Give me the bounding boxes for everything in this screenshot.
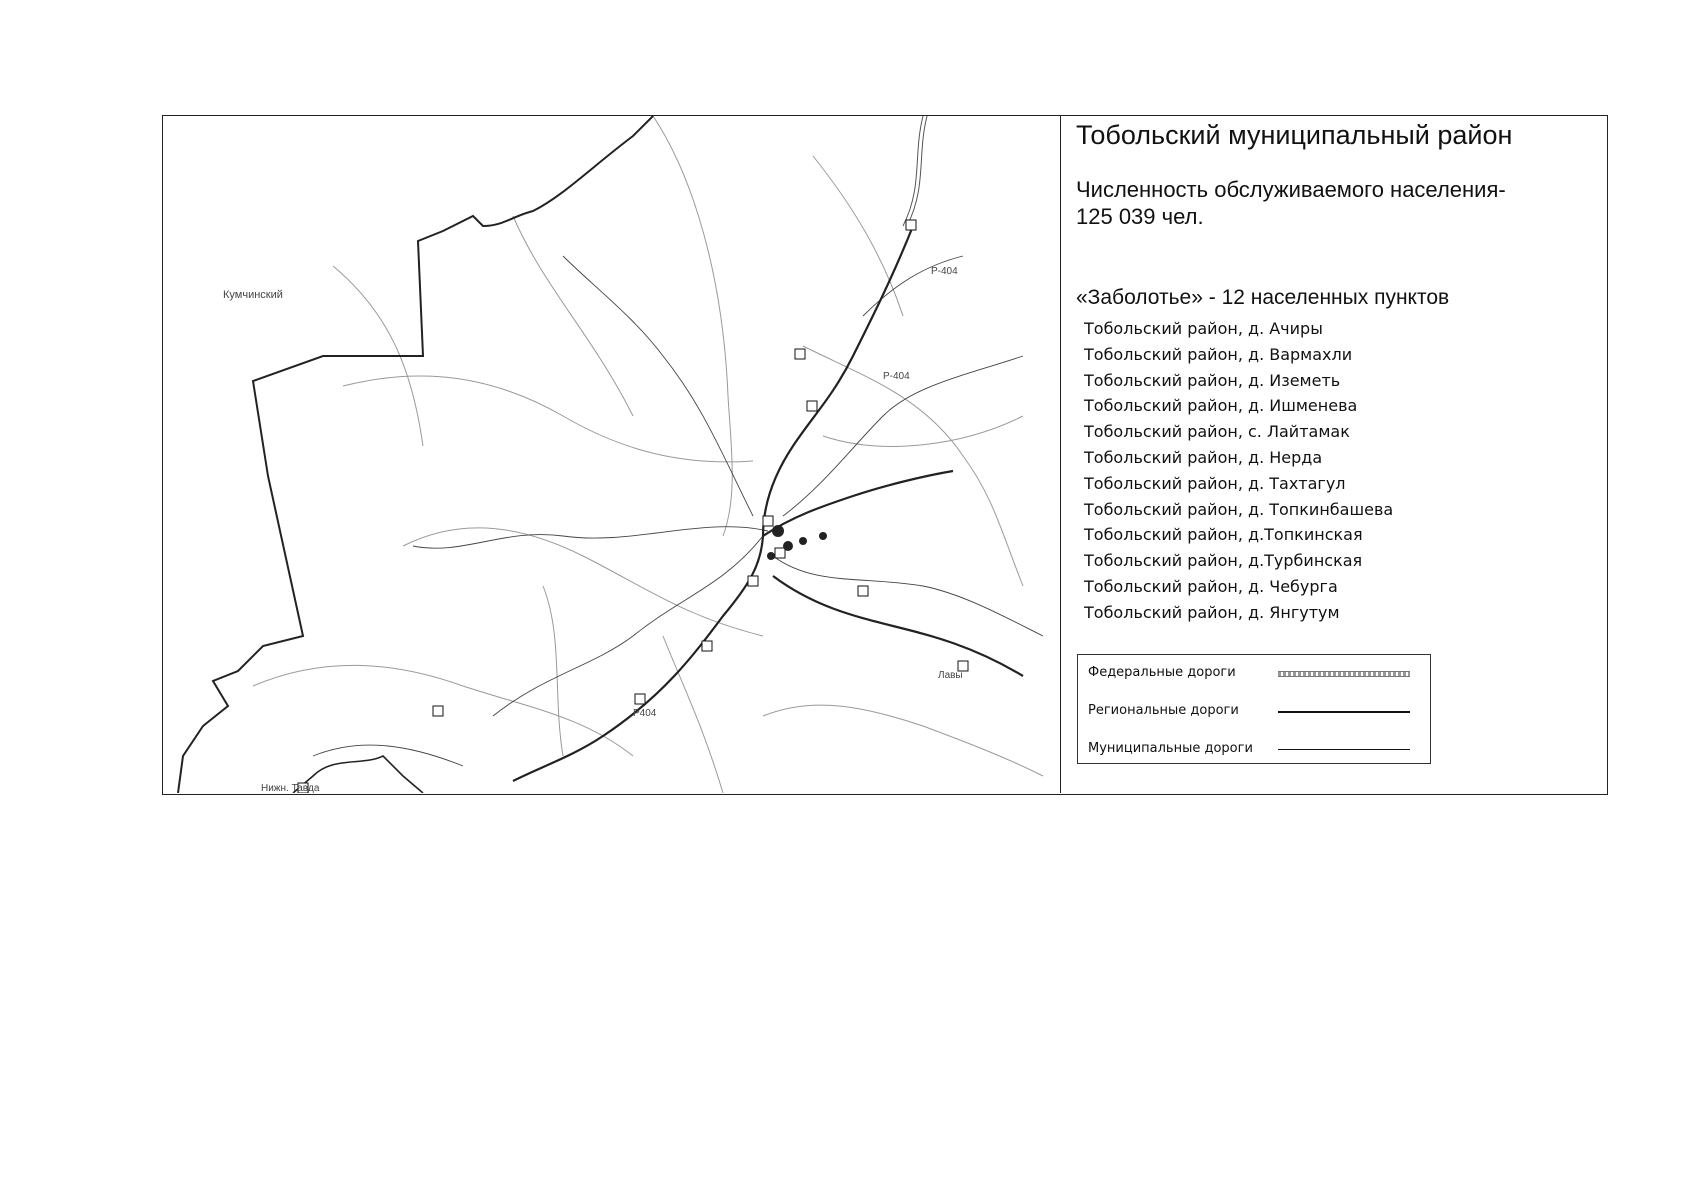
road-code-label: Р-404 xyxy=(883,371,910,382)
settlement-marker-icon xyxy=(906,220,916,230)
village-label: Нижн. Тавда xyxy=(261,783,320,793)
settlement-marker-icon xyxy=(807,401,817,411)
settlement-list xyxy=(1084,316,1393,626)
internal-boundary xyxy=(543,586,563,756)
internal-boundary xyxy=(343,376,753,462)
list-item: Тобольский район, д. Ишменева xyxy=(1084,396,1358,416)
zone-title: «Заболотье» - 12 населенных пунктов xyxy=(1076,286,1450,309)
city-cluster xyxy=(783,541,793,551)
internal-boundary xyxy=(403,528,763,636)
legend-federal xyxy=(1088,663,1423,683)
list-item: Тобольский район, д. Чебурга xyxy=(1084,576,1338,596)
list-item: Тобольский район, д. Иземеть xyxy=(1084,370,1341,390)
list-item: Тобольский район, д. Тахтагул xyxy=(1084,473,1346,493)
regional-road-swatch xyxy=(1278,711,1410,713)
map-legend xyxy=(1077,654,1431,764)
internal-boundary xyxy=(653,116,732,536)
village-label: Лавы xyxy=(938,670,963,681)
internal-boundary xyxy=(803,346,1023,586)
municipal-road xyxy=(413,527,768,548)
municipal-road xyxy=(493,536,763,716)
list-item: Тобольский район, д. Янгутум xyxy=(1084,602,1340,622)
road-code-label: Р-404 xyxy=(931,266,958,277)
municipal-road xyxy=(313,745,463,766)
district-map[interactable] xyxy=(163,116,1061,793)
neighbor-district-label: Кумчинский xyxy=(223,289,283,301)
legend-label: Региональные дороги xyxy=(1088,703,1239,718)
municipal-road-swatch xyxy=(1278,749,1410,750)
list-item: Тобольский район, д.Турбинская xyxy=(1084,551,1363,571)
district-title: Тобольский муниципальный район xyxy=(1076,120,1513,150)
internal-boundary xyxy=(763,705,1043,776)
city-cluster xyxy=(772,525,784,537)
road-code-label: Р404 xyxy=(633,708,657,719)
legend-label: Федеральные дороги xyxy=(1088,665,1236,680)
internal-boundary xyxy=(663,636,723,793)
regional-road xyxy=(513,226,913,781)
legend-label: Муниципальные дороги xyxy=(1088,741,1253,756)
city-cluster xyxy=(767,552,775,560)
map-frame xyxy=(162,115,1608,795)
info-panel xyxy=(1062,116,1606,793)
settlement-marker-icon xyxy=(433,706,443,716)
list-item: Тобольский район, д.Топкинская xyxy=(1084,525,1363,545)
settlement-marker-icon xyxy=(858,586,868,596)
settlement-marker-icon xyxy=(748,576,758,586)
settlement-marker-icon xyxy=(635,694,645,704)
population-line: Численность обслуживаемого населения- xyxy=(1076,177,1506,202)
federal-road xyxy=(903,116,923,226)
district-boundary xyxy=(178,116,653,793)
population-count: 125 039 чел. xyxy=(1076,204,1204,229)
federal-road-swatch xyxy=(1278,671,1410,677)
city-cluster xyxy=(799,537,807,545)
map-canvas xyxy=(163,116,1060,793)
settlement-marker-icon xyxy=(775,548,785,558)
list-item: Тобольский район, д. Вармахли xyxy=(1084,344,1353,364)
settlement-marker-icon xyxy=(795,349,805,359)
city-cluster xyxy=(819,532,827,540)
legend-regional xyxy=(1088,701,1423,721)
list-item: Тобольский район, с. Лайтамак xyxy=(1084,422,1350,442)
list-item: Тобольский район, д. Нерда xyxy=(1084,447,1323,467)
list-item: Тобольский район, д. Ачиры xyxy=(1084,319,1323,338)
regional-road xyxy=(763,471,953,536)
regional-road xyxy=(773,576,1023,676)
list-item: Тобольский район, д. Топкинбашева xyxy=(1084,499,1394,519)
legend-municipal xyxy=(1088,739,1423,759)
municipal-road xyxy=(773,556,1043,636)
settlement-marker-icon xyxy=(763,516,773,526)
internal-boundary xyxy=(823,416,1023,446)
settlement-marker-icon xyxy=(702,641,712,651)
internal-boundary xyxy=(513,216,633,416)
municipal-road xyxy=(563,256,753,516)
population-info xyxy=(1076,176,1596,230)
